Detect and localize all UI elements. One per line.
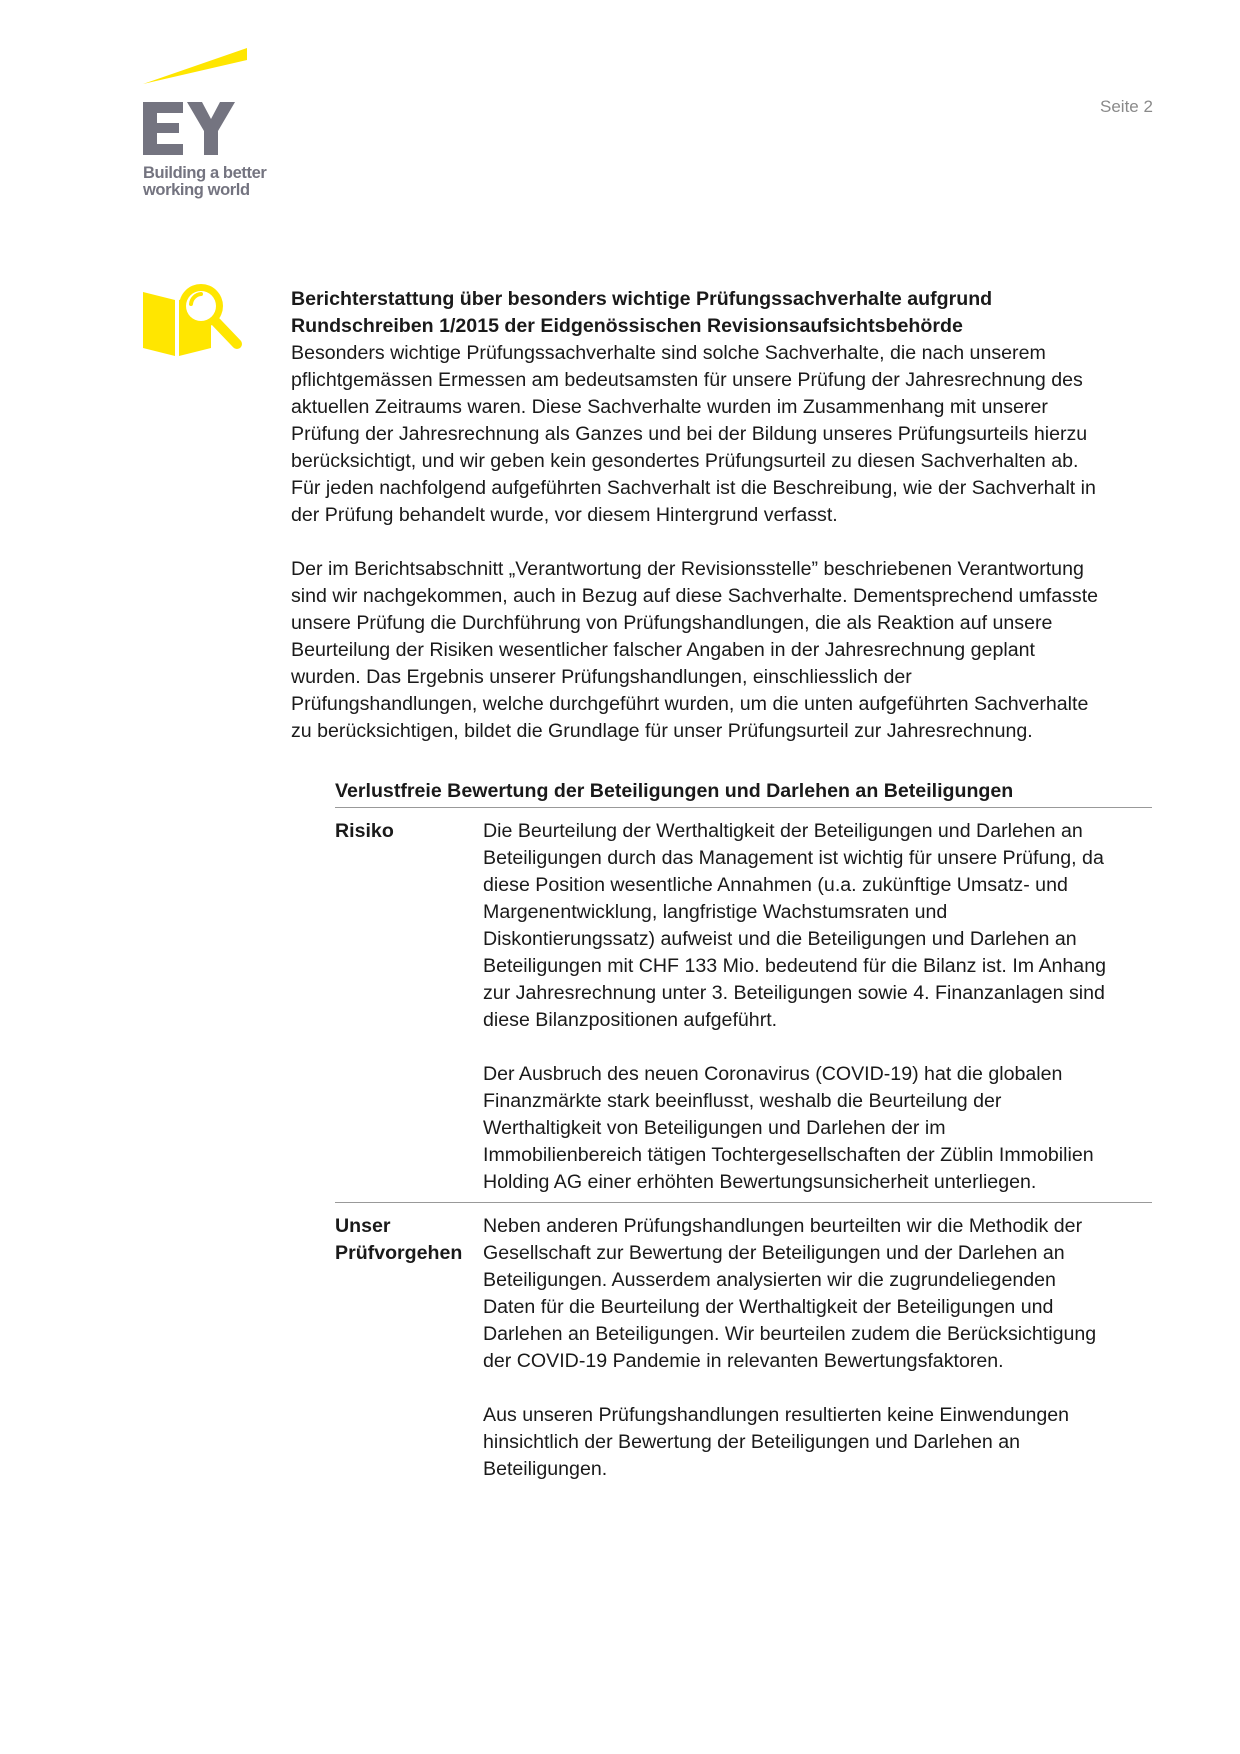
text-line: Der im Berichtsabschnitt „Verantwortung der Revisionsstelle” beschriebenen Verantwortung <box>291 558 1084 580</box>
text-line: Werthaltigkeit von Beteiligungen und Darlehen der im <box>483 1117 946 1139</box>
text-line: diese Bilanzpositionen aufgeführt. <box>483 1009 778 1031</box>
text-line: zu berücksichtigen, bildet die Grundlage für unser Prüfungsurteil zur Jahresrechnung. <box>291 720 1033 742</box>
text-line: pflichtgemässen Ermessen am bedeutsamsten für unsere Prüfung der Jahresrechnung des <box>291 369 1083 391</box>
text-line: unsere Prüfung die Durchführung von Prüfungshandlungen, die als Reaktion auf unsere <box>291 612 1053 634</box>
text-line: diese Position wesentliche Annahmen (u.a. zukünftige Umsatz- und <box>483 874 1068 896</box>
text-line: wurden. Das Ergebnis unserer Prüfungshandlungen, einschliesslich der <box>291 666 912 688</box>
text-line: Diskontierungssatz) aufweist und die Beteiligungen und Darlehen an <box>483 928 1077 950</box>
approach-paragraph-1 <box>483 1213 1152 1375</box>
page-number: Seite 2 <box>1100 97 1153 116</box>
risk-paragraph-2 <box>483 1061 1152 1196</box>
text-line: Beurteilung der Risiken wesentlicher falscher Angaben in der Jahresrechnung geplant <box>291 639 1035 661</box>
risk-paragraph-1 <box>483 818 1152 1034</box>
ey-logo <box>143 46 283 206</box>
text-line: der COVID-19 Pandemie in relevanten Bewertungsfaktoren. <box>483 1350 1004 1372</box>
kam-title: Verlustfreie Bewertung der Beteiligungen und Darlehen an Beteiligungen <box>335 778 1152 808</box>
text-line: der Prüfung behandelt wurde, vor diesem Hintergrund verfasst. <box>291 504 838 526</box>
approach-paragraph-2 <box>483 1402 1152 1483</box>
text-line: Gesellschaft zur Bewertung der Beteiligungen und der Darlehen an <box>483 1242 1065 1264</box>
text-line: Holding AG einer erhöhten Bewertungsunsicherheit unterliegen. <box>483 1171 1037 1193</box>
text-line: zur Jahresrechnung unter 3. Beteiligungen sowie 4. Finanzanlagen sind <box>483 982 1105 1004</box>
logo-tagline <box>143 165 266 199</box>
text-line: Beteiligungen. Ausserdem analysierten wir die zugrundeliegenden <box>483 1269 1056 1291</box>
text-line: sind wir nachgekommen, auch in Bezug auf diese Sachverhalte. Dementsprechend umfasste <box>291 585 1099 607</box>
logo-tagline-line1: Building a better <box>143 164 267 182</box>
kam-row-label <box>335 1203 483 1489</box>
text-line: Prüfung der Jahresrechnung als Ganzes und bei der Bildung unseres Prüfungsurteils hierzu <box>291 423 1088 445</box>
label-line: Unser <box>335 1215 391 1237</box>
paragraph-kam-definition <box>291 340 1161 529</box>
ey-logo-mark <box>143 46 283 161</box>
text-line: Besonders wichtige Prüfungssachverhalte sind solche Sachverhalte, die nach unserem <box>291 342 1046 364</box>
text-line: Die Beurteilung der Werthaltigkeit der Beteiligungen und Darlehen an <box>483 820 1083 842</box>
kam-row-risk <box>335 808 1152 1203</box>
section-heading-line1: Berichterstattung über besonders wichtige Prüfungssachverhalte aufgrund <box>291 288 993 310</box>
paragraph-responsibility <box>291 556 1161 745</box>
report-section <box>291 286 1161 745</box>
text-line: Neben anderen Prüfungshandlungen beurteilten wir die Methodik der <box>483 1215 1083 1237</box>
text-line: Daten für die Beurteilung der Werthaltigkeit der Beteiligungen und <box>483 1296 1054 1318</box>
text-line: Finanzmärkte stark beeinflusst, weshalb die Beurteilung der <box>483 1090 1002 1112</box>
text-line: Darlehen an Beteiligungen. Wir beurteilen zudem die Berücksichtigung <box>483 1323 1097 1345</box>
kam-row-text <box>483 1203 1152 1489</box>
logo-yellow-beam <box>143 48 247 84</box>
text-line: aktuellen Zeitraums waren. Diese Sachverhalte wurden im Zusammenhang mit unserer <box>291 396 1048 418</box>
text-line: Aus unseren Prüfungshandlungen resultierten keine Einwendungen <box>483 1404 1070 1426</box>
text-line: Prüfungshandlungen, welche durchgeführt wurden, um die unten aufgeführten Sachverhalte <box>291 693 1089 715</box>
kam-row-label: Risiko <box>335 820 394 842</box>
text-line: Beteiligungen durch das Management ist wichtig für unsere Prüfung, da <box>483 847 1104 869</box>
text-line: Der Ausbruch des neuen Coronavirus (COVID-19) hat die globalen <box>483 1063 1063 1085</box>
section-heading <box>291 286 1161 340</box>
text-line: berücksichtigt, und wir geben kein gesondertes Prüfungsurteil zu diesen Sachverhalten ab. <box>291 450 1079 472</box>
logo-letter-y <box>187 102 235 155</box>
kam-row-text <box>483 808 1152 1202</box>
book-magnifier-icon <box>141 282 243 362</box>
text-line: Immobilienbereich tätigen Tochtergesellschaften der Züblin Immobilien <box>483 1144 1094 1166</box>
text-line: hinsichtlich der Bewertung der Beteiligungen und Darlehen an <box>483 1431 1021 1453</box>
section-heading-line2: Rundschreiben 1/2015 der Eidgenössischen Revisionsaufsichtsbehörde <box>291 315 963 337</box>
label-line: Prüfvorgehen <box>335 1242 463 1264</box>
kam-row-approach <box>335 1203 1152 1489</box>
text-line: Beteiligungen. <box>483 1458 608 1480</box>
text-line: Beteiligungen mit CHF 133 Mio. bedeutend für die Bilanz ist. Im Anhang <box>483 955 1107 977</box>
logo-letter-e <box>143 102 183 155</box>
logo-tagline-line2: working world <box>143 181 250 199</box>
key-audit-matter <box>335 778 1152 1489</box>
text-line: Für jeden nachfolgend aufgeführten Sachverhalt ist die Beschreibung, wie der Sachverhalt in <box>291 477 1096 499</box>
text-line: Margenentwicklung, langfristige Wachstumsraten und <box>483 901 948 923</box>
